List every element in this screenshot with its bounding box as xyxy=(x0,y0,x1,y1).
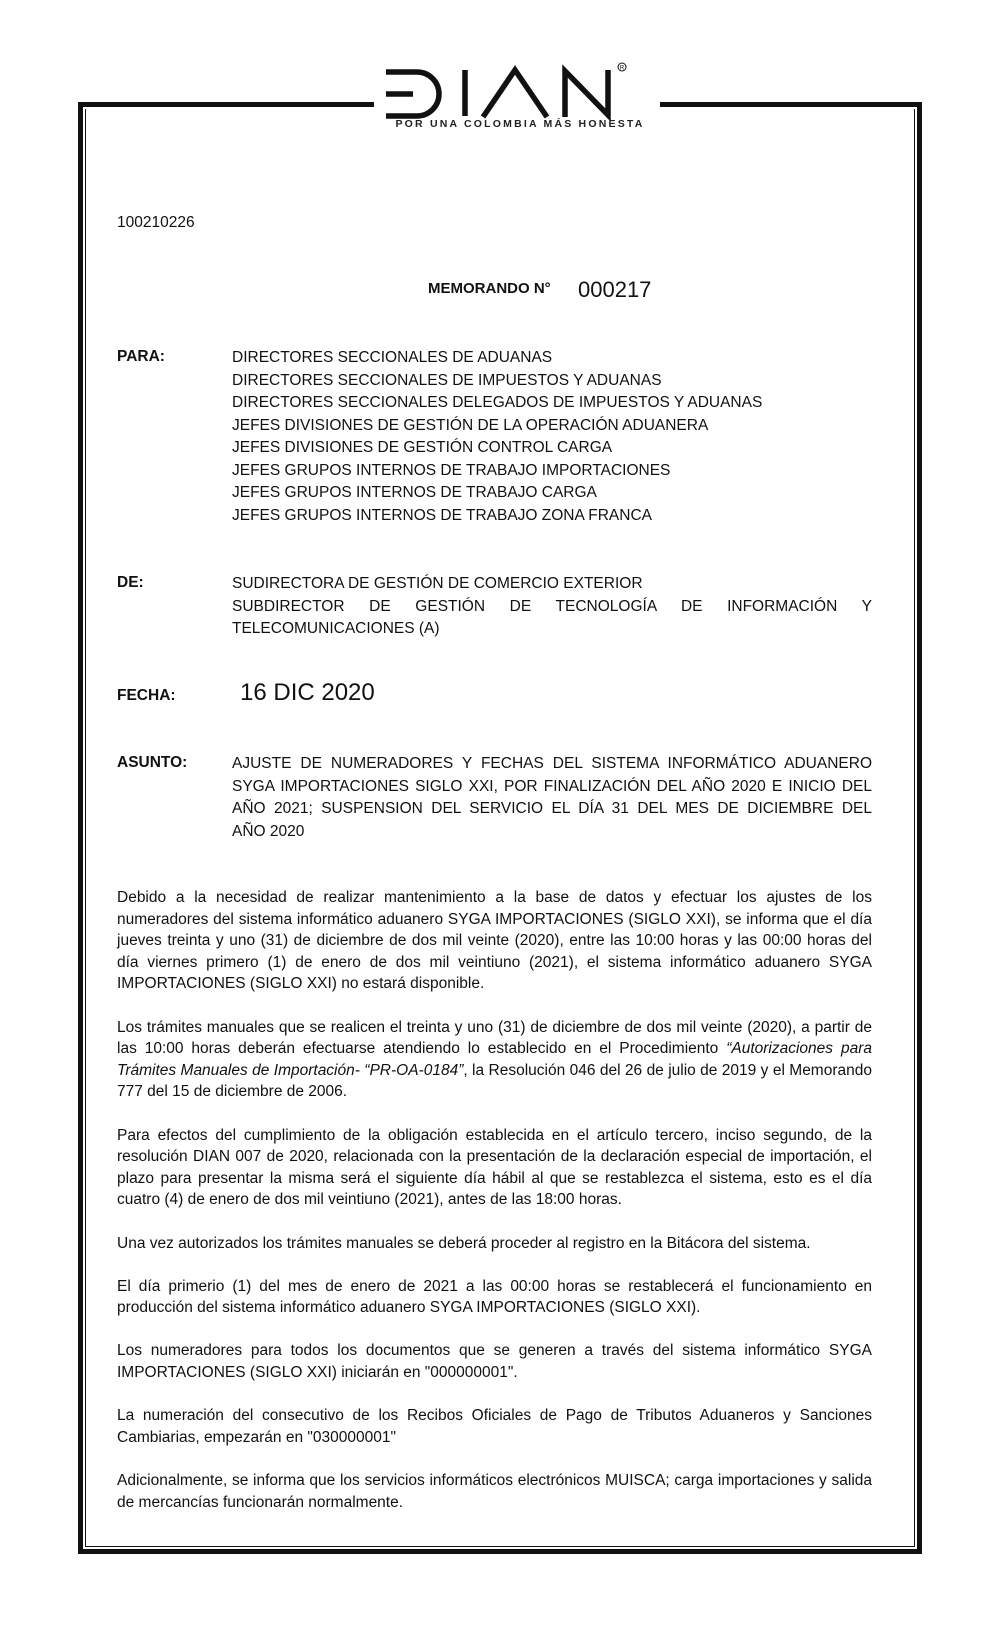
para-label: PARA: xyxy=(117,348,165,365)
de-senders xyxy=(232,573,872,641)
recipient-line: JEFES DIVISIONES DE GESTIÓN CONTROL CARGA xyxy=(232,439,613,456)
recipient-line: JEFES DIVISIONES DE GESTIÓN DE LA OPERACIÓN ADUANERA xyxy=(232,416,709,434)
recipient-line: DIRECTORES SECCIONALES DELEGADOS DE IMPUESTOS Y ADUANAS xyxy=(232,394,763,411)
dian-logo xyxy=(383,60,653,120)
sender-line: SUBDIRECTOR DE GESTIÓN DE TECNOLOGÍA DE INFORMACIÓN Y xyxy=(232,597,872,615)
para-recipients xyxy=(232,347,872,527)
body-paragraph: Adicionalmente, se informa que los servicios informáticos electrónicos MUISCA; carga importaciones y salida de mercancías funcionarán normalmente. xyxy=(117,1472,872,1511)
body-paragraph: El día primerio (1) del mes de enero de 2021 a las 00:00 horas se restablecerá el funcionamiento en producción del sistema informático aduanero SYGA IMPORTACIONES (SIGLO XXI). xyxy=(117,1277,872,1317)
body-paragraph: La numeración del consecutivo de los Recibos Oficiales de Pago de Tributos Aduaneros y Sanciones Cambiarias, empezarán en "030000001" xyxy=(117,1407,872,1446)
asunto-line: AÑO 2020 xyxy=(232,822,305,840)
svg-text:R: R xyxy=(619,65,625,72)
frame-bottom xyxy=(78,1549,922,1554)
logo-tagline: POR UNA COLOMBIA MÁS HONESTA xyxy=(395,118,645,130)
asunto-line: AÑO 2021; SUSPENSION DEL SERVICIO EL DÍA 31 DEL MES DE DICIEMBRE DEL xyxy=(232,800,872,817)
frame-inner-right xyxy=(914,109,915,1547)
asunto-line: AJUSTE DE NUMERADORES Y FECHAS DEL SISTEMA INFORMÁTICO ADUANERO xyxy=(232,755,872,772)
recipient-line: JEFES GRUPOS INTERNOS DE TRABAJO CARGA xyxy=(232,484,597,501)
frame-top-left xyxy=(78,102,374,107)
frame-inner-left xyxy=(85,109,86,1547)
body-paragraph: Para efectos del cumplimiento de la obligación establecida en el artículo tercero, inciso segundo, de la resolución DIAN 007 de 2020, relacionada con la presentación de la declaración especial de importación, el plazo para presentar la misma será el siguiente día hábil al que se restablezca el sistema, esto es el día cuatro (4) de enero de dos mil veintiuno (2021), antes de las 18:00 horas. xyxy=(117,1126,872,1209)
body-paragraph: Los numeradores para todos los documentos que se generen a través del sistema informático SYGA IMPORTACIONES (SIGLO XXI) iniciarán en "000000001". xyxy=(117,1342,872,1382)
frame-top-right xyxy=(660,102,922,107)
body-text: Los trámites manuales que se realicen el treinta y uno (31) de diciembre de dos mil veinte (2020), a partir de las 10:00 horas deberán efectuarse atendiendo lo establecido en el Procedimiento xyxy=(117,1018,872,1058)
recipient-line: DIRECTORES SECCIONALES DE IMPUESTOS Y ADUANAS xyxy=(232,371,662,389)
memo-number: 000217 xyxy=(578,277,652,302)
body-text: , la Resolución 046 del 26 de julio de 2019 y el Memorando 777 del 15 de diciembre de 2006. xyxy=(117,1061,872,1101)
reference-number: 100210226 xyxy=(117,214,195,231)
memo-label: MEMORANDO N° xyxy=(428,280,551,297)
recipient-line: JEFES GRUPOS INTERNOS DE TRABAJO IMPORTACIONES xyxy=(232,461,671,479)
body-paragraph xyxy=(117,1017,872,1103)
sender-line: TELECOMUNICACIONES (A) xyxy=(232,620,440,637)
frame-right xyxy=(917,102,922,1554)
recipient-line: DIRECTORES SECCIONALES DE ADUANAS xyxy=(232,349,553,366)
de-label: DE: xyxy=(117,574,144,591)
fecha-label: FECHA: xyxy=(117,687,176,704)
frame-inner-bottom xyxy=(85,1546,915,1547)
asunto-label: ASUNTO: xyxy=(117,754,188,771)
body-paragraph: Una vez autorizados los trámites manuales se deberá proceder al registro en la Bitácora del sistema. xyxy=(117,1234,811,1252)
asunto-text xyxy=(232,753,872,843)
memo-body xyxy=(117,887,872,1535)
fecha-value: 16 DIC 2020 xyxy=(240,679,375,706)
procedure-title: “Autorizaciones para Trámites Manuales de Importación- “PR-OA-0184” xyxy=(117,1040,872,1079)
recipient-line: JEFES GRUPOS INTERNOS DE TRABAJO ZONA FRANCA xyxy=(232,506,652,524)
asunto-line: SYGA IMPORTACIONES SIGLO XXI, POR FINALIZACIÓN DEL AÑO 2020 E INICIO DEL xyxy=(232,777,872,795)
body-paragraph: Debido a la necesidad de realizar mantenimiento a la base de datos y efectuar los ajustes de los numeradores del sistema informático aduanero SYGA IMPORTACIONES (SIGLO XXI), se informa que el día jueves treinta y uno (31) de diciembre de dos mil veinte (2020), entre las 10:00 horas y las 00:00 horas del día viernes primero (1) de enero de dos mil veintiuno (2021), el sistema informático aduanero SYGA IMPORTACIONES (SIGLO XXI) no estará disponible. xyxy=(117,889,872,993)
frame-left xyxy=(78,102,83,1554)
sender-line: SUDIRECTORA DE GESTIÓN DE COMERCIO EXTERIOR xyxy=(232,575,643,592)
